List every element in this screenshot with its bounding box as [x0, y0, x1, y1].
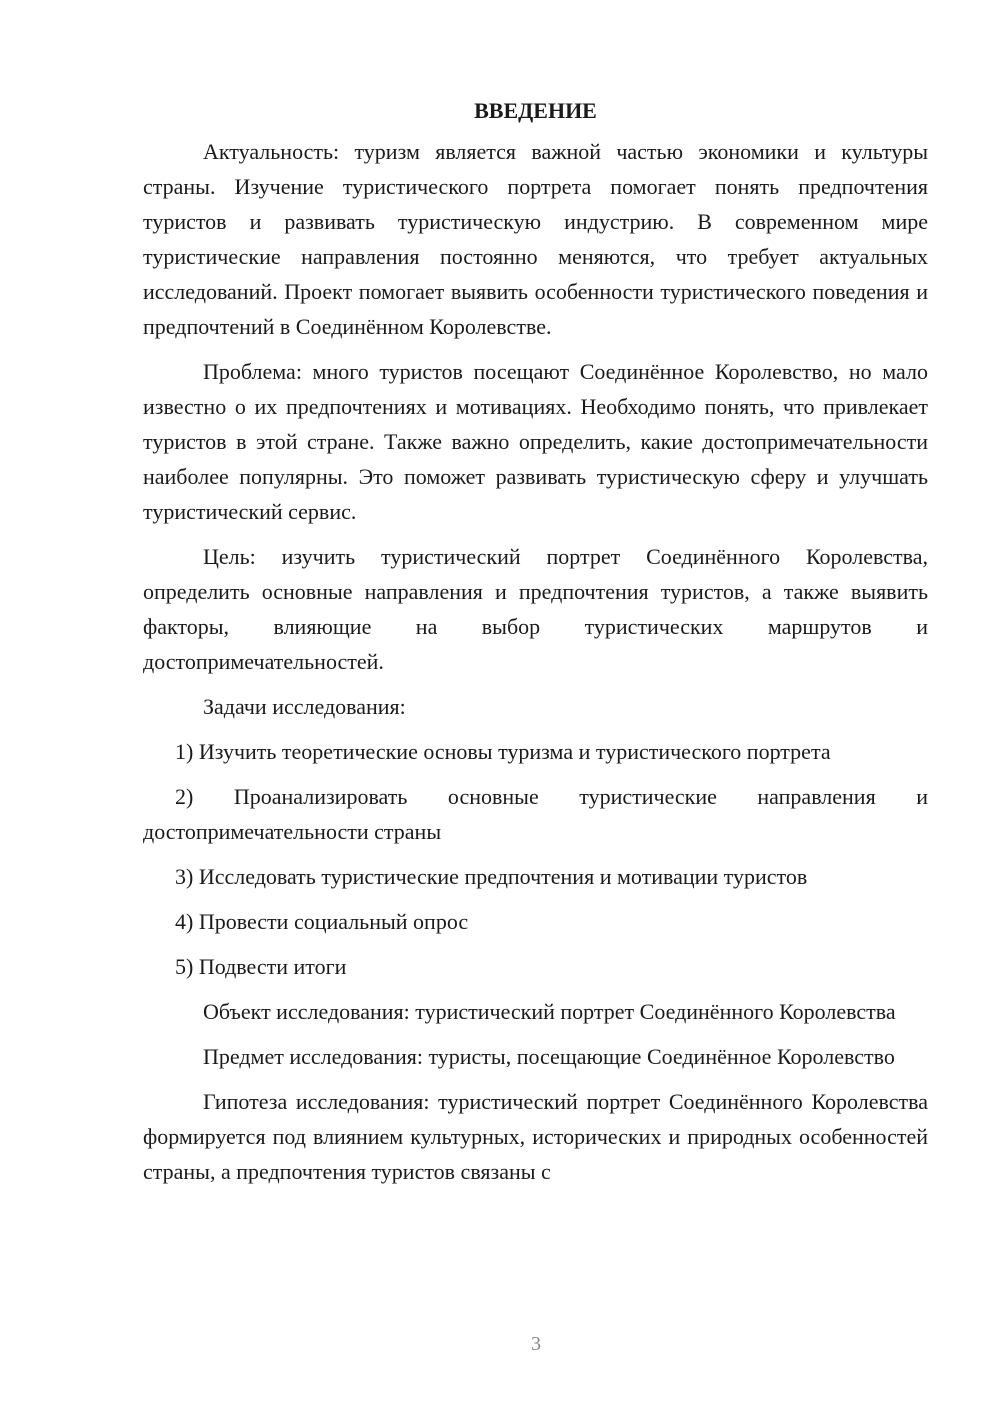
- task-item-5: 5) Подвести итоги: [175, 954, 347, 979]
- paragraph-relevance: Актуальность: туризм является важной частью экономики и культуры страны. Изучение туристического портрета помогает понять предпочтения туристов и развивать туристическую индустрию. В современном мире туристические направления постоянно меняются, что требует актуальных исследований. Проект помогает выявить особенности туристического поведения и предпочтений в Соединённом Королевстве.: [143, 139, 928, 339]
- paragraph-object: Объект исследования: туристический портрет Соединённого Королевства: [203, 999, 896, 1024]
- paragraph-subject: Предмет исследования: туристы, посещающие Соединённое Королевство: [203, 1044, 895, 1069]
- section-heading: ВВЕДЕНИЕ: [474, 98, 597, 123]
- paragraph-problem: Проблема: много туристов посещают Соединённое Королевство, но мало известно о их предпочтениях и мотивациях. Необходимо понять, что привлекает туристов в этой стране. Также важно определить, какие достопримечательности наиболее популярны. Это поможет развивать туристическую сферу и улучшать туристический сервис.: [143, 359, 928, 524]
- task-item-2: 2) Проанализировать основные туристические направления и достопримечательности страны: [143, 784, 928, 844]
- page-number: 3: [531, 1333, 541, 1355]
- paragraph-hypothesis: Гипотеза исследования: туристический портрет Соединённого Королевства формируется под влиянием культурных, исторических и природных особенностей страны, а предпочтения туристов связаны с: [143, 1089, 928, 1184]
- paragraph-goal: Цель: изучить туристический портрет Соединённого Королевства, определить основные направления и предпочтения туристов, а также выявить факторы, влияющие на выбор туристических маршрутов и достопримечательностей.: [143, 544, 928, 674]
- paragraph-tasks-title: Задачи исследования:: [203, 694, 406, 719]
- page-content: [143, 93, 928, 1199]
- task-item-3: 3) Исследовать туристические предпочтения и мотивации туристов: [175, 864, 808, 889]
- task-item-4: 4) Провести социальный опрос: [175, 909, 469, 934]
- task-item-1: 1) Изучить теоретические основы туризма и туристического портрета: [175, 739, 831, 764]
